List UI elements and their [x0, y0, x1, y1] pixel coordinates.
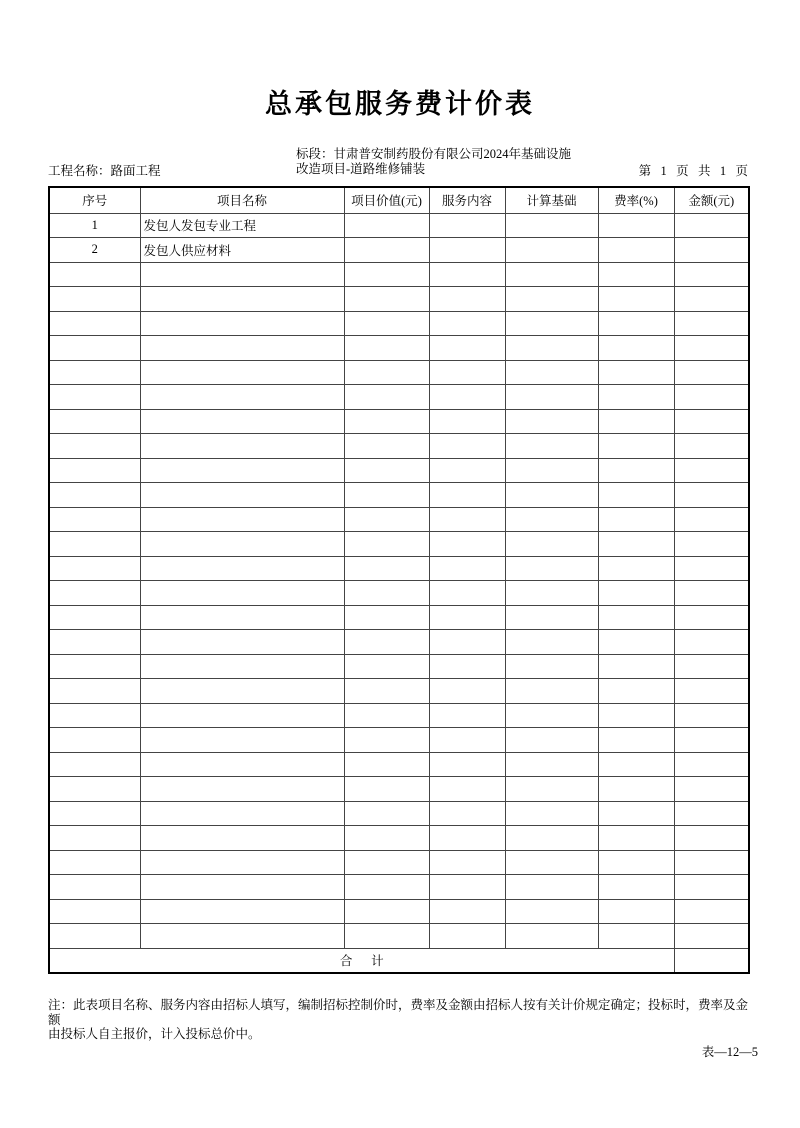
- table-cell: [505, 679, 598, 704]
- table-cell: [598, 556, 674, 581]
- empty-row: [49, 287, 749, 312]
- table-cell: [49, 287, 140, 312]
- empty-row: [49, 507, 749, 532]
- table-cell: [598, 875, 674, 900]
- table-cell: [598, 336, 674, 361]
- page-title: 总承包服务费计价表: [265, 89, 535, 119]
- table-cell: [598, 654, 674, 679]
- empty-row: [49, 581, 749, 606]
- column-header: 服务内容: [429, 187, 505, 213]
- table-cell: [140, 360, 344, 385]
- table-cell: [344, 458, 429, 483]
- empty-row: [49, 483, 749, 508]
- table-cell: [140, 924, 344, 949]
- column-header: 计算基础: [505, 187, 598, 213]
- table-cell: [674, 777, 749, 802]
- table-cell: [344, 336, 429, 361]
- table-cell: [429, 826, 505, 851]
- table-cell: [598, 483, 674, 508]
- column-header: 费率(%): [598, 187, 674, 213]
- table-cell: [344, 532, 429, 557]
- table-cell: [49, 801, 140, 826]
- table-cell: [140, 262, 344, 287]
- column-header: 金额(元): [674, 187, 749, 213]
- table-cell: [505, 630, 598, 655]
- table-cell: [505, 483, 598, 508]
- table-cell: [344, 605, 429, 630]
- table-cell: [429, 213, 505, 238]
- table-cell: [344, 654, 429, 679]
- table-cell: [505, 703, 598, 728]
- table-cell: [505, 385, 598, 410]
- table-cell: [140, 532, 344, 557]
- table-cell: [505, 556, 598, 581]
- table-cell: [598, 777, 674, 802]
- page-number: 第 1 页 共 1 页: [638, 164, 748, 178]
- table-cell: [598, 532, 674, 557]
- table-cell: [505, 752, 598, 777]
- table-cell: [344, 409, 429, 434]
- empty-row: [49, 850, 749, 875]
- table-cell: [49, 924, 140, 949]
- table-cell: [505, 287, 598, 312]
- table-cell: [429, 924, 505, 949]
- empty-row: [49, 336, 749, 361]
- table-cell: [505, 409, 598, 434]
- table-cell: [429, 507, 505, 532]
- empty-row: [49, 899, 749, 924]
- table-cell: [344, 556, 429, 581]
- empty-row: [49, 654, 749, 679]
- table-cell: [140, 630, 344, 655]
- table-cell: [344, 728, 429, 753]
- table-cell: [344, 752, 429, 777]
- table-cell: [140, 605, 344, 630]
- table-cell: [598, 458, 674, 483]
- table-cell: [505, 826, 598, 851]
- table-cell: [505, 360, 598, 385]
- table-cell: [429, 434, 505, 459]
- table-cell: [674, 213, 749, 238]
- table-cell: [140, 385, 344, 410]
- table-cell: [598, 287, 674, 312]
- table-cell: [429, 654, 505, 679]
- table-cell: [429, 238, 505, 263]
- table-cell: [344, 801, 429, 826]
- table-cell: [344, 262, 429, 287]
- table-cell: [140, 801, 344, 826]
- table-cell: [674, 924, 749, 949]
- empty-row: [49, 532, 749, 557]
- table-cell: [429, 605, 505, 630]
- table-cell: [429, 850, 505, 875]
- table-cell: [598, 434, 674, 459]
- table-cell: [505, 581, 598, 606]
- table-cell: [140, 483, 344, 508]
- table-cell: [505, 336, 598, 361]
- table-cell: [49, 434, 140, 459]
- table-cell: [49, 532, 140, 557]
- table-cell: [674, 287, 749, 312]
- table-cell: [140, 434, 344, 459]
- table-cell: [344, 213, 429, 238]
- total-row: [49, 948, 749, 973]
- table-cell: [49, 630, 140, 655]
- table-cell: [49, 703, 140, 728]
- table-cell: [140, 728, 344, 753]
- table-cell: [674, 850, 749, 875]
- table-cell: [505, 654, 598, 679]
- table-cell: [598, 262, 674, 287]
- table-cell: [598, 581, 674, 606]
- table-cell: [674, 483, 749, 508]
- table-cell: [674, 679, 749, 704]
- table-cell: [674, 262, 749, 287]
- table-cell: [344, 850, 429, 875]
- empty-row: [49, 777, 749, 802]
- table-cell: [344, 581, 429, 606]
- table-cell: [49, 262, 140, 287]
- table-cell: [49, 311, 140, 336]
- table-cell: [505, 507, 598, 532]
- table-cell: [140, 826, 344, 851]
- table-cell: [49, 556, 140, 581]
- footnote-line2: 由投标人自主报价，计入投标总价中。: [48, 1027, 261, 1041]
- table-cell: [140, 850, 344, 875]
- table-cell: [49, 850, 140, 875]
- table-cell: [429, 801, 505, 826]
- table-cell: 2: [49, 238, 140, 263]
- table-cell: [429, 581, 505, 606]
- table-cell: [429, 483, 505, 508]
- table-cell: [49, 605, 140, 630]
- empty-row: [49, 801, 749, 826]
- table-cell: [505, 458, 598, 483]
- table-cell: [598, 924, 674, 949]
- table-row: [49, 238, 749, 263]
- table-cell: [49, 385, 140, 410]
- table-cell: [598, 238, 674, 263]
- table-cell: [429, 262, 505, 287]
- section-info: [296, 147, 571, 176]
- table-cell: [674, 728, 749, 753]
- table-cell: [429, 311, 505, 336]
- table-cell: [674, 581, 749, 606]
- table-cell: [140, 679, 344, 704]
- table-cell: [344, 899, 429, 924]
- table-cell: [49, 360, 140, 385]
- table-cell: [429, 532, 505, 557]
- table-cell: [429, 777, 505, 802]
- table-cell: [140, 556, 344, 581]
- table-cell: [598, 360, 674, 385]
- table-cell: [674, 409, 749, 434]
- table-cell: [429, 703, 505, 728]
- table-cell: [674, 826, 749, 851]
- empty-row: [49, 630, 749, 655]
- table-cell: [505, 238, 598, 263]
- empty-row: [49, 409, 749, 434]
- empty-row: [49, 311, 749, 336]
- table-cell: [598, 826, 674, 851]
- table-cell: [140, 703, 344, 728]
- empty-row: [49, 728, 749, 753]
- empty-row: [49, 458, 749, 483]
- table-cell: [505, 850, 598, 875]
- table-cell: [598, 752, 674, 777]
- table-cell: [140, 507, 344, 532]
- table-cell: [505, 311, 598, 336]
- table-row: [49, 213, 749, 238]
- table-cell: [674, 875, 749, 900]
- table-cell: [505, 213, 598, 238]
- table-cell: [598, 899, 674, 924]
- table-cell: 1: [49, 213, 140, 238]
- table-cell: [598, 213, 674, 238]
- table-cell: [140, 581, 344, 606]
- table-cell: [505, 875, 598, 900]
- table-cell: [598, 850, 674, 875]
- table-cell: [140, 336, 344, 361]
- empty-row: [49, 556, 749, 581]
- table-cell: [49, 826, 140, 851]
- total-amount-cell: [674, 948, 749, 973]
- table-cell: [674, 507, 749, 532]
- table-cell: 发包人发包专业工程: [140, 213, 344, 238]
- table-cell: [598, 679, 674, 704]
- table-cell: [344, 238, 429, 263]
- table-cell: 发包人供应材料: [140, 238, 344, 263]
- table-cell: [598, 703, 674, 728]
- table-cell: [429, 556, 505, 581]
- table-cell: [598, 507, 674, 532]
- table-cell: [505, 532, 598, 557]
- table-header-row: [49, 187, 749, 213]
- empty-row: [49, 875, 749, 900]
- table-cell: [140, 311, 344, 336]
- table-cell: [674, 752, 749, 777]
- footnote-line1: 注：此表项目名称、服务内容由招标人填写，编制招标控制价时，费率及金额由招标人按有关计价规定确定；投标时，费率及金额: [48, 998, 749, 1027]
- table-cell: [344, 385, 429, 410]
- table-cell: [598, 311, 674, 336]
- table-cell: [505, 728, 598, 753]
- table-cell: [505, 262, 598, 287]
- table-cell: [674, 703, 749, 728]
- table-cell: [505, 899, 598, 924]
- table-cell: [49, 654, 140, 679]
- table-cell: [140, 458, 344, 483]
- column-header: 序号: [49, 187, 140, 213]
- table-cell: [344, 777, 429, 802]
- table-cell: [429, 360, 505, 385]
- table-cell: [49, 458, 140, 483]
- table-cell: [429, 630, 505, 655]
- table-cell: [344, 679, 429, 704]
- empty-row: [49, 752, 749, 777]
- table-cell: [674, 311, 749, 336]
- table-cell: [140, 654, 344, 679]
- table-cell: [344, 311, 429, 336]
- table-cell: [598, 728, 674, 753]
- table-cell: [674, 899, 749, 924]
- table-cell: [344, 630, 429, 655]
- empty-row: [49, 605, 749, 630]
- table-cell: [344, 434, 429, 459]
- table-cell: [674, 556, 749, 581]
- table-cell: [344, 924, 429, 949]
- table-cell: [598, 801, 674, 826]
- table-cell: [49, 777, 140, 802]
- section-line2: 改造项目-道路维修铺装: [296, 161, 426, 176]
- fee-table: [48, 186, 750, 974]
- table-cell: [674, 630, 749, 655]
- table-cell: [344, 703, 429, 728]
- empty-row: [49, 385, 749, 410]
- form-number: 表—12—5: [701, 1045, 758, 1059]
- table-cell: [49, 336, 140, 361]
- table-cell: [429, 409, 505, 434]
- empty-row: [49, 679, 749, 704]
- table-cell: [674, 801, 749, 826]
- table-cell: [429, 287, 505, 312]
- table-cell: [140, 752, 344, 777]
- column-header: 项目价值(元): [344, 187, 429, 213]
- table-cell: [49, 581, 140, 606]
- empty-row: [49, 434, 749, 459]
- footnote: [48, 998, 756, 1042]
- table-cell: [140, 899, 344, 924]
- table-cell: [49, 875, 140, 900]
- table-cell: [674, 385, 749, 410]
- table-cell: [344, 507, 429, 532]
- empty-row: [49, 703, 749, 728]
- table-cell: [674, 434, 749, 459]
- empty-row: [49, 262, 749, 287]
- table-cell: [674, 532, 749, 557]
- table-cell: [140, 777, 344, 802]
- table-cell: [429, 728, 505, 753]
- table-cell: [505, 605, 598, 630]
- table-cell: [429, 385, 505, 410]
- table-cell: [505, 801, 598, 826]
- total-label-cell: 合 计: [49, 948, 674, 973]
- table-cell: [344, 483, 429, 508]
- table-cell: [429, 336, 505, 361]
- table-cell: [49, 899, 140, 924]
- table-cell: [344, 875, 429, 900]
- table-cell: [429, 899, 505, 924]
- table-cell: [49, 752, 140, 777]
- table-cell: [598, 630, 674, 655]
- table-cell: [49, 728, 140, 753]
- table-cell: [344, 360, 429, 385]
- table-cell: [505, 924, 598, 949]
- table-cell: [598, 385, 674, 410]
- table-cell: [674, 654, 749, 679]
- table-cell: [140, 287, 344, 312]
- table-cell: [505, 777, 598, 802]
- table-cell: [429, 679, 505, 704]
- project-name: 工程名称：路面工程: [48, 164, 161, 178]
- empty-row: [49, 826, 749, 851]
- table-cell: [344, 826, 429, 851]
- table-cell: [674, 605, 749, 630]
- table-cell: [49, 483, 140, 508]
- section-line1: 标段：甘肃普安制药股份有限公司2024年基础设施: [296, 147, 572, 161]
- table-cell: [674, 336, 749, 361]
- table-cell: [49, 679, 140, 704]
- table-cell: [429, 752, 505, 777]
- table-cell: [674, 360, 749, 385]
- empty-row: [49, 360, 749, 385]
- table-cell: [674, 458, 749, 483]
- table-cell: [598, 409, 674, 434]
- table-cell: [674, 238, 749, 263]
- table-cell: [140, 875, 344, 900]
- table-cell: [49, 507, 140, 532]
- column-header: 项目名称: [140, 187, 344, 213]
- table-cell: [429, 875, 505, 900]
- table-cell: [140, 409, 344, 434]
- table-cell: [49, 409, 140, 434]
- table-cell: [429, 458, 505, 483]
- table-cell: [598, 605, 674, 630]
- empty-row: [49, 924, 749, 949]
- table-cell: [505, 434, 598, 459]
- table-cell: [344, 287, 429, 312]
